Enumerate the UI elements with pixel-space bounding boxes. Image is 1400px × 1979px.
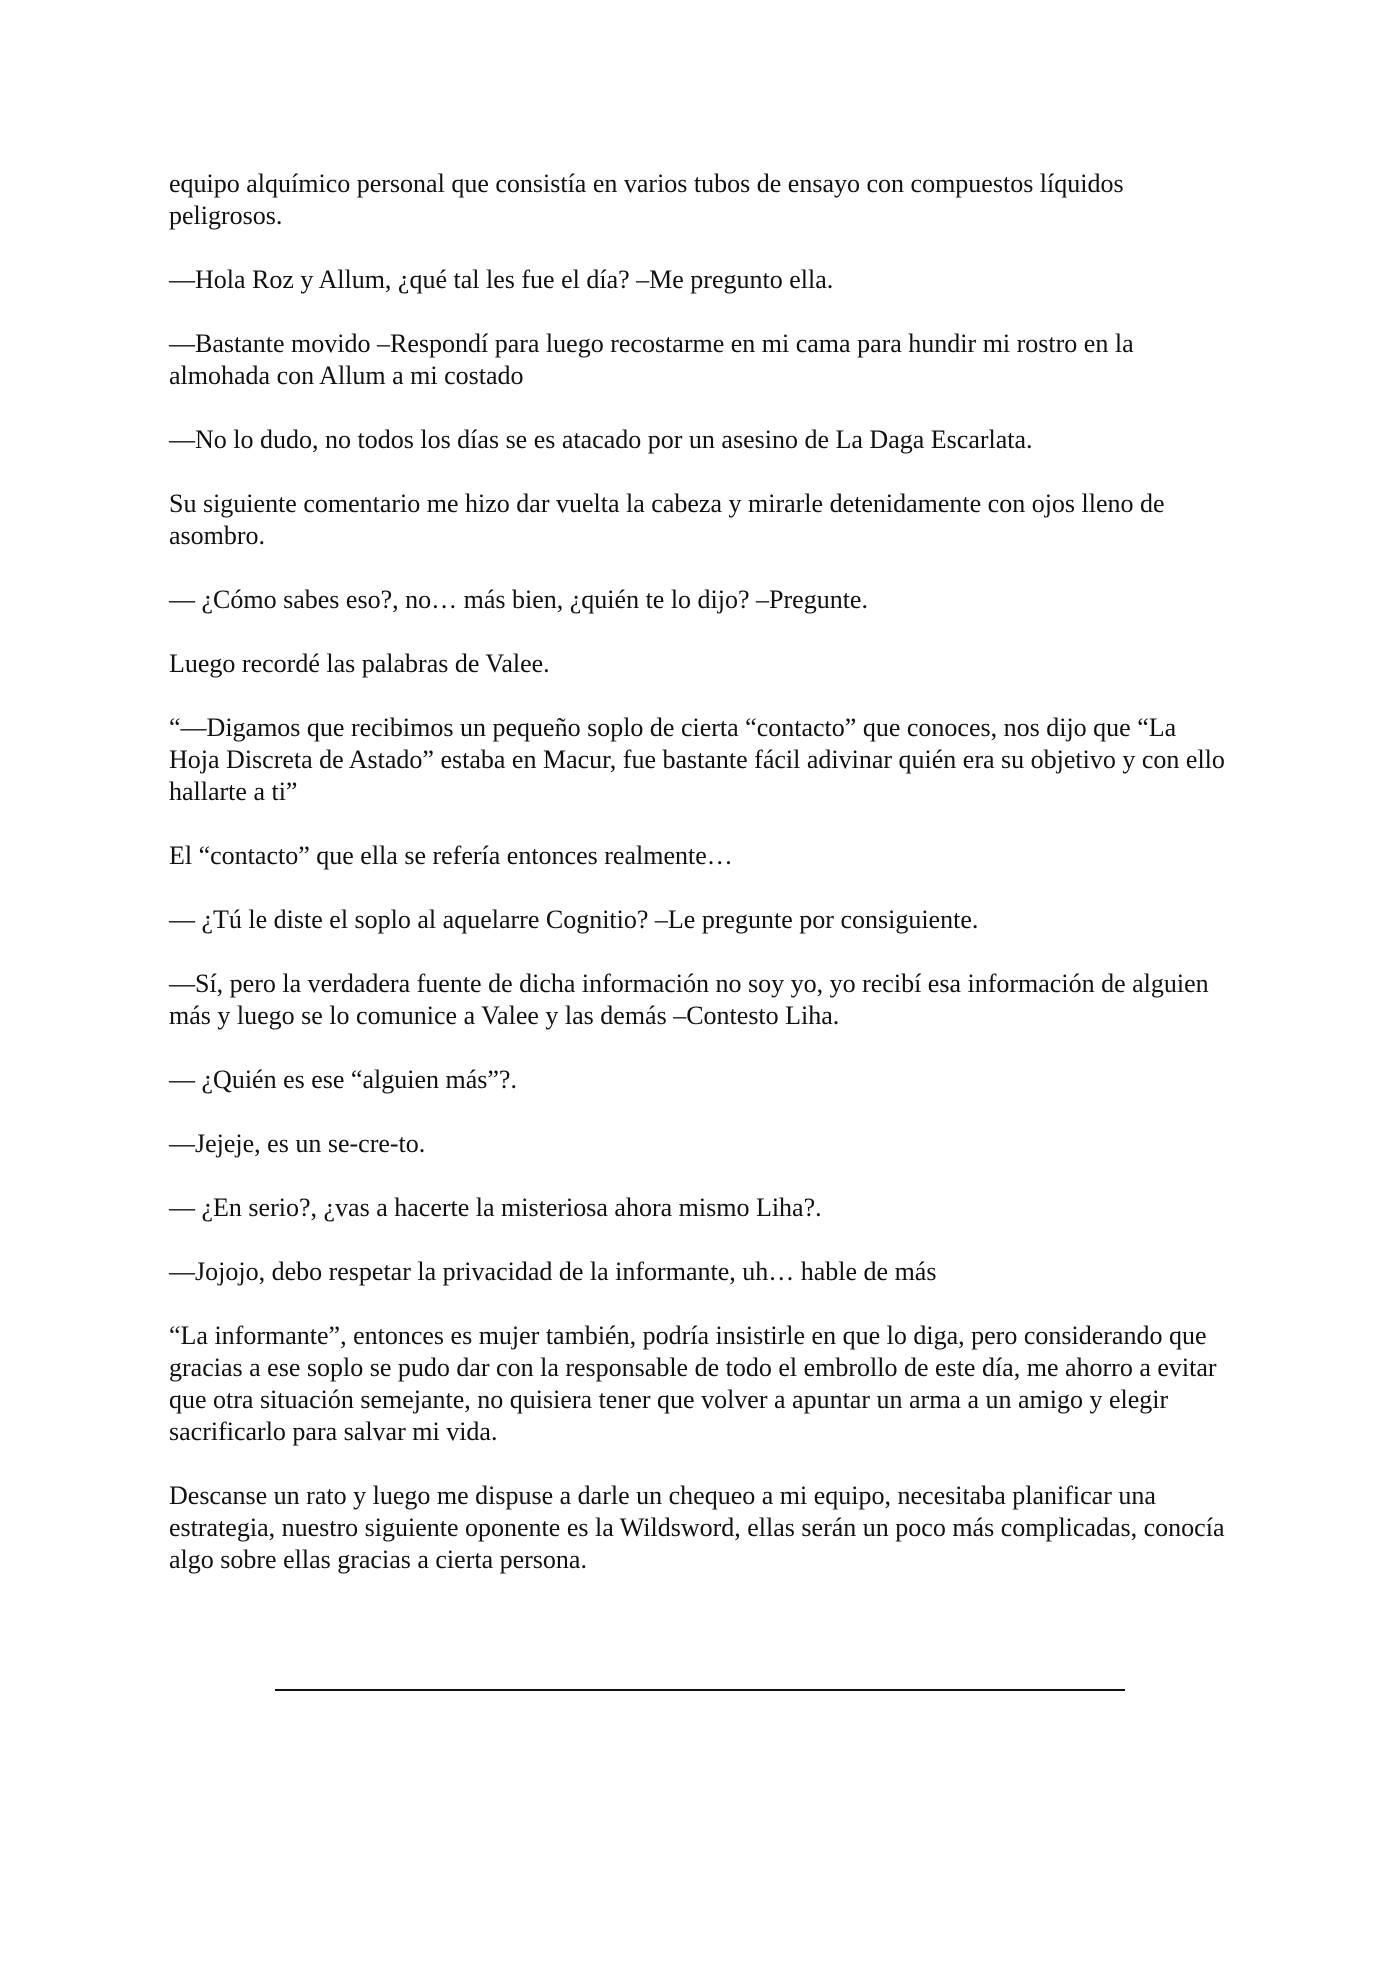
paragraph-7: Luego recordé las palabras de Valee.	[169, 649, 550, 678]
paragraph-13: —Jejeje, es un se-cre-to.	[169, 1129, 426, 1158]
paragraph-2: —Hola Roz y Allum, ¿qué tal les fue el día? –Me pregunto ella.	[169, 265, 834, 294]
paragraph-1: equipo alquímico personal que consistía en varios tubos de ensayo con compuestos líquidos peligrosos.	[169, 169, 1124, 230]
paragraph-11: —Sí, pero la verdadera fuente de dicha información no soy yo, yo recibí esa información de alguien más y luego se lo comunice a Valee y las demás –Contesto Liha.	[169, 969, 1209, 1030]
paragraph-15: —Jojojo, debo respetar la privacidad de la informante, uh… hable de más	[169, 1257, 937, 1286]
paragraph-16: “La informante”, entonces es mujer también, podría insistirle en que lo diga, pero considerando que gracias a ese soplo se pudo dar con la responsable de todo el embrollo de este día, me ahorro a evitar que otra situación semejante, no quisiera tener que volver a apuntar un arma a un amigo y elegir sacrificarlo para salvar mi vida.	[169, 1321, 1217, 1446]
section-divider	[275, 1689, 1125, 1691]
paragraph-4: —No lo dudo, no todos los días se es atacado por un asesino de La Daga Escarlata.	[169, 425, 1033, 454]
paragraph-6: — ¿Cómo sabes eso?, no… más bien, ¿quién te lo dijo? –Pregunte.	[169, 585, 868, 614]
paragraph-8: “—Digamos que recibimos un pequeño soplo de cierta “contacto” que conoces, nos dijo que “La Hoja Discreta de Astado” estaba en Macur, fue bastante fácil adivinar quién era su objetivo y con ello hallarte a ti”	[169, 713, 1225, 806]
paragraph-12: — ¿Quién es ese “alguien más”?.	[169, 1065, 517, 1094]
paragraph-3: —Bastante movido –Respondí para luego recostarme en mi cama para hundir mi rostro en la almohada con Allum a mi costado	[169, 329, 1134, 390]
body-text	[169, 168, 1229, 1576]
paragraph-9: El “contacto” que ella se refería entonces realmente…	[169, 841, 733, 870]
paragraph-10: — ¿Tú le diste el soplo al aquelarre Cognitio? –Le pregunte por consiguiente.	[169, 905, 979, 934]
paragraph-14: — ¿En serio?, ¿vas a hacerte la misteriosa ahora mismo Liha?.	[169, 1193, 822, 1222]
paragraph-5: Su siguiente comentario me hizo dar vuelta la cabeza y mirarle detenidamente con ojos lleno de asombro.	[169, 489, 1165, 550]
paragraph-17: Descanse un rato y luego me dispuse a darle un chequeo a mi equipo, necesitaba planificar una estrategia, nuestro siguiente oponente es la Wildsword, ellas serán un poco más complicadas, conocía algo sobre ellas gracias a cierta persona.	[169, 1481, 1225, 1574]
